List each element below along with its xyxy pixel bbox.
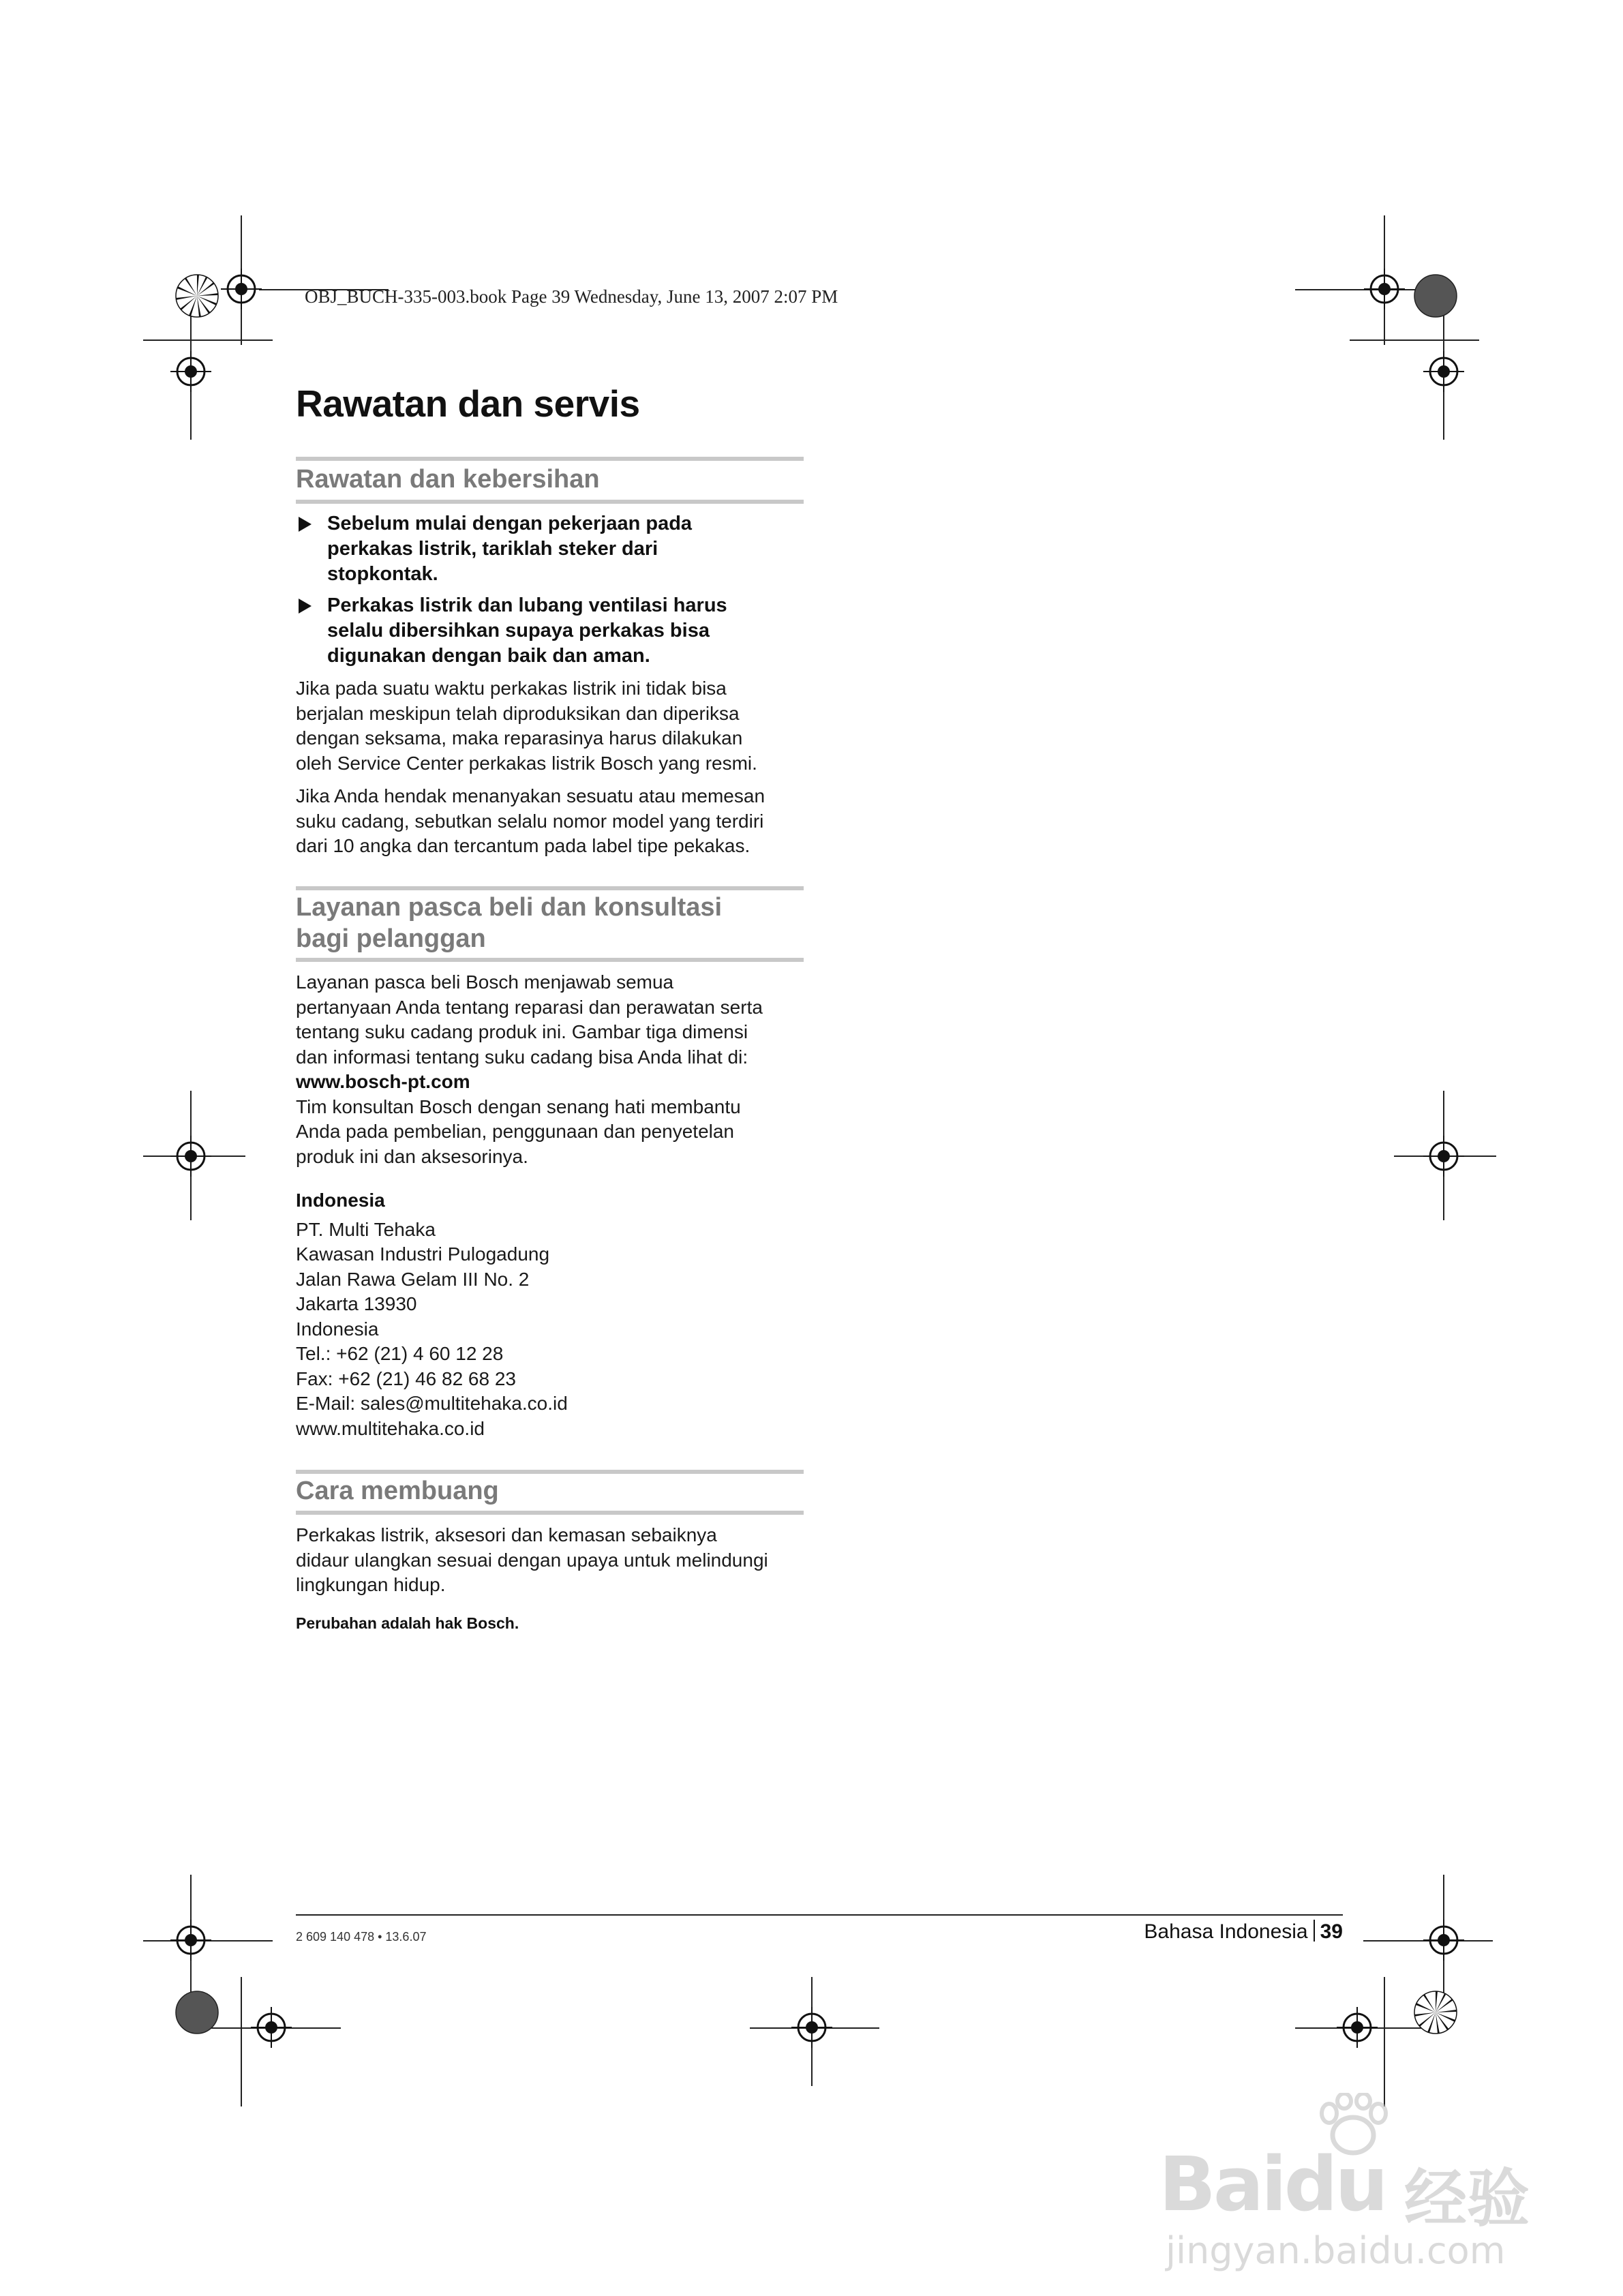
email-line[interactable]: E-Mail: sales@multitehaka.co.id [296, 1393, 568, 1414]
address-line: Jakarta 13930 [296, 1293, 417, 1314]
text-line: Perkakas listrik, aksesori dan kemasan sebaiknya [296, 1524, 717, 1545]
section-title-care: Rawatan dan kebersihan [296, 465, 600, 494]
footer-code: 2 609 140 478 • 13.6.07 [296, 1930, 427, 1944]
text-line: dengan seksama, maka reparasinya harus dilakukan [296, 727, 743, 749]
registration-mark-icon [1423, 351, 1464, 392]
watermark-url: jingyan.baidu.com [1166, 2229, 1506, 2272]
address-line: Jalan Rawa Gelam III No. 2 [296, 1268, 530, 1290]
bullet-line: selalu dibersihkan supaya perkakas bisa [327, 620, 710, 641]
registration-mark-icon [791, 2007, 832, 2048]
bullet-line: perkakas listrik, tariklah steker dari [327, 538, 658, 560]
country-heading: Indonesia [296, 1190, 385, 1211]
registration-mark-icon [221, 269, 262, 309]
footer-separator [1314, 1920, 1315, 1942]
registration-mark-icon [251, 2007, 292, 2048]
watermark-cn: 经验 [1404, 2162, 1530, 2235]
registration-mark-icon [1337, 2007, 1378, 2048]
section-divider [296, 1470, 804, 1474]
bullet-line: Perkakas listrik dan lubang ventilasi harus [327, 594, 727, 616]
title-line: Layanan pasca beli dan konsultasi [296, 893, 723, 922]
section-divider [296, 1511, 804, 1515]
paragraph [296, 970, 804, 1169]
text-line: oleh Service Center perkakas listrik Bosch yang resmi. [296, 752, 757, 774]
section-divider [296, 457, 804, 461]
section-divider [296, 886, 804, 890]
text-line: berjalan meskipun telah diproduksikan dan diperiksa [296, 702, 740, 724]
text-line: lingkungan hidup. [296, 1574, 446, 1595]
paragraph [296, 784, 804, 859]
text-line: produk ini dan aksesorinya. [296, 1145, 528, 1167]
starburst-mark-icon [1414, 1991, 1457, 2034]
section-title-service [296, 892, 804, 954]
text-line: didaur ulangkan sesuai dengan upaya untuk melindungi [296, 1549, 768, 1571]
footer-rule [296, 1914, 1343, 1916]
paragraph [296, 676, 804, 776]
website-line[interactable]: www.multitehaka.co.id [296, 1417, 485, 1439]
text-line: Tim konsultan Bosch dengan senang hati membantu [296, 1096, 741, 1117]
text-line: dari 10 angka dan tercantum pada label tipe pekakas. [296, 835, 750, 856]
bullet-arrow-icon [299, 517, 312, 532]
book-header: OBJ_BUCH-335-003.book Page 39 Wednesday, June 13, 2007 2:07 PM [305, 286, 838, 307]
text-line: tentang suku cadang produk ini. Gambar tiga dimensi [296, 1021, 748, 1042]
registration-mark-icon [1423, 1920, 1464, 1961]
bullet-line: Sebelum mulai dengan pekerjaan pada [327, 513, 693, 534]
registration-mark-icon [170, 1136, 211, 1177]
text-line: Jika pada suatu waktu perkakas listrik ini tidak bisa [296, 678, 727, 699]
registration-mark-icon [170, 1920, 211, 1961]
change-note: Perubahan adalah hak Bosch. [296, 1614, 519, 1632]
bullet-line: digunakan dengan baik dan aman. [327, 645, 650, 667]
text-line: Layanan pasca beli Bosch menjawab semua [296, 971, 674, 993]
registration-mark-icon [170, 351, 211, 392]
page-title: Rawatan dan servis [296, 382, 640, 425]
page-number: 39 [1320, 1920, 1343, 1943]
registration-mark-icon [1364, 269, 1405, 309]
phone-line: Tel.: +62 (21) 4 60 12 28 [296, 1343, 504, 1364]
starburst-mark-icon [175, 274, 219, 318]
website-link[interactable]: www.bosch-pt.com [296, 1071, 470, 1092]
watermark-brand: Baidu [1159, 2141, 1386, 2228]
text-line: Anda pada pembelian, penggunaan dan penyetelan [296, 1121, 735, 1142]
bullet-line: stopkontak. [327, 563, 438, 585]
paragraph [296, 1523, 804, 1598]
section-divider [296, 500, 804, 504]
text-line: pertanyaan Anda tentang reparasi dan perawatan serta [296, 996, 763, 1018]
text-line: Jika Anda hendak menanyakan sesuatu atau memesan [296, 785, 765, 806]
text-line: dan informasi tentang suku cadang bisa Anda lihat di: [296, 1046, 748, 1068]
text-line: suku cadang, sebutkan selalu nomor model yang terdiri [296, 810, 764, 832]
section-title-disposal: Cara membuang [296, 1477, 499, 1505]
title-line: bagi pelanggan [296, 924, 486, 953]
footer-page-info [1144, 1920, 1343, 1944]
bullet-arrow-icon [299, 599, 312, 614]
section-divider [296, 958, 804, 962]
solid-disc-mark-icon [175, 1991, 219, 2034]
address-block [296, 1188, 804, 1441]
footer-language: Bahasa Indonesia [1144, 1920, 1308, 1943]
fax-line: Fax: +62 (21) 46 82 68 23 [296, 1368, 516, 1389]
address-line: Indonesia [296, 1318, 379, 1340]
address-line: PT. Multi Tehaka [296, 1218, 436, 1240]
baidu-watermark [1159, 2093, 1595, 2277]
address-line: Kawasan Industri Pulogadung [296, 1243, 550, 1265]
solid-disc-mark-icon [1414, 274, 1457, 318]
registration-mark-icon [1423, 1136, 1464, 1177]
